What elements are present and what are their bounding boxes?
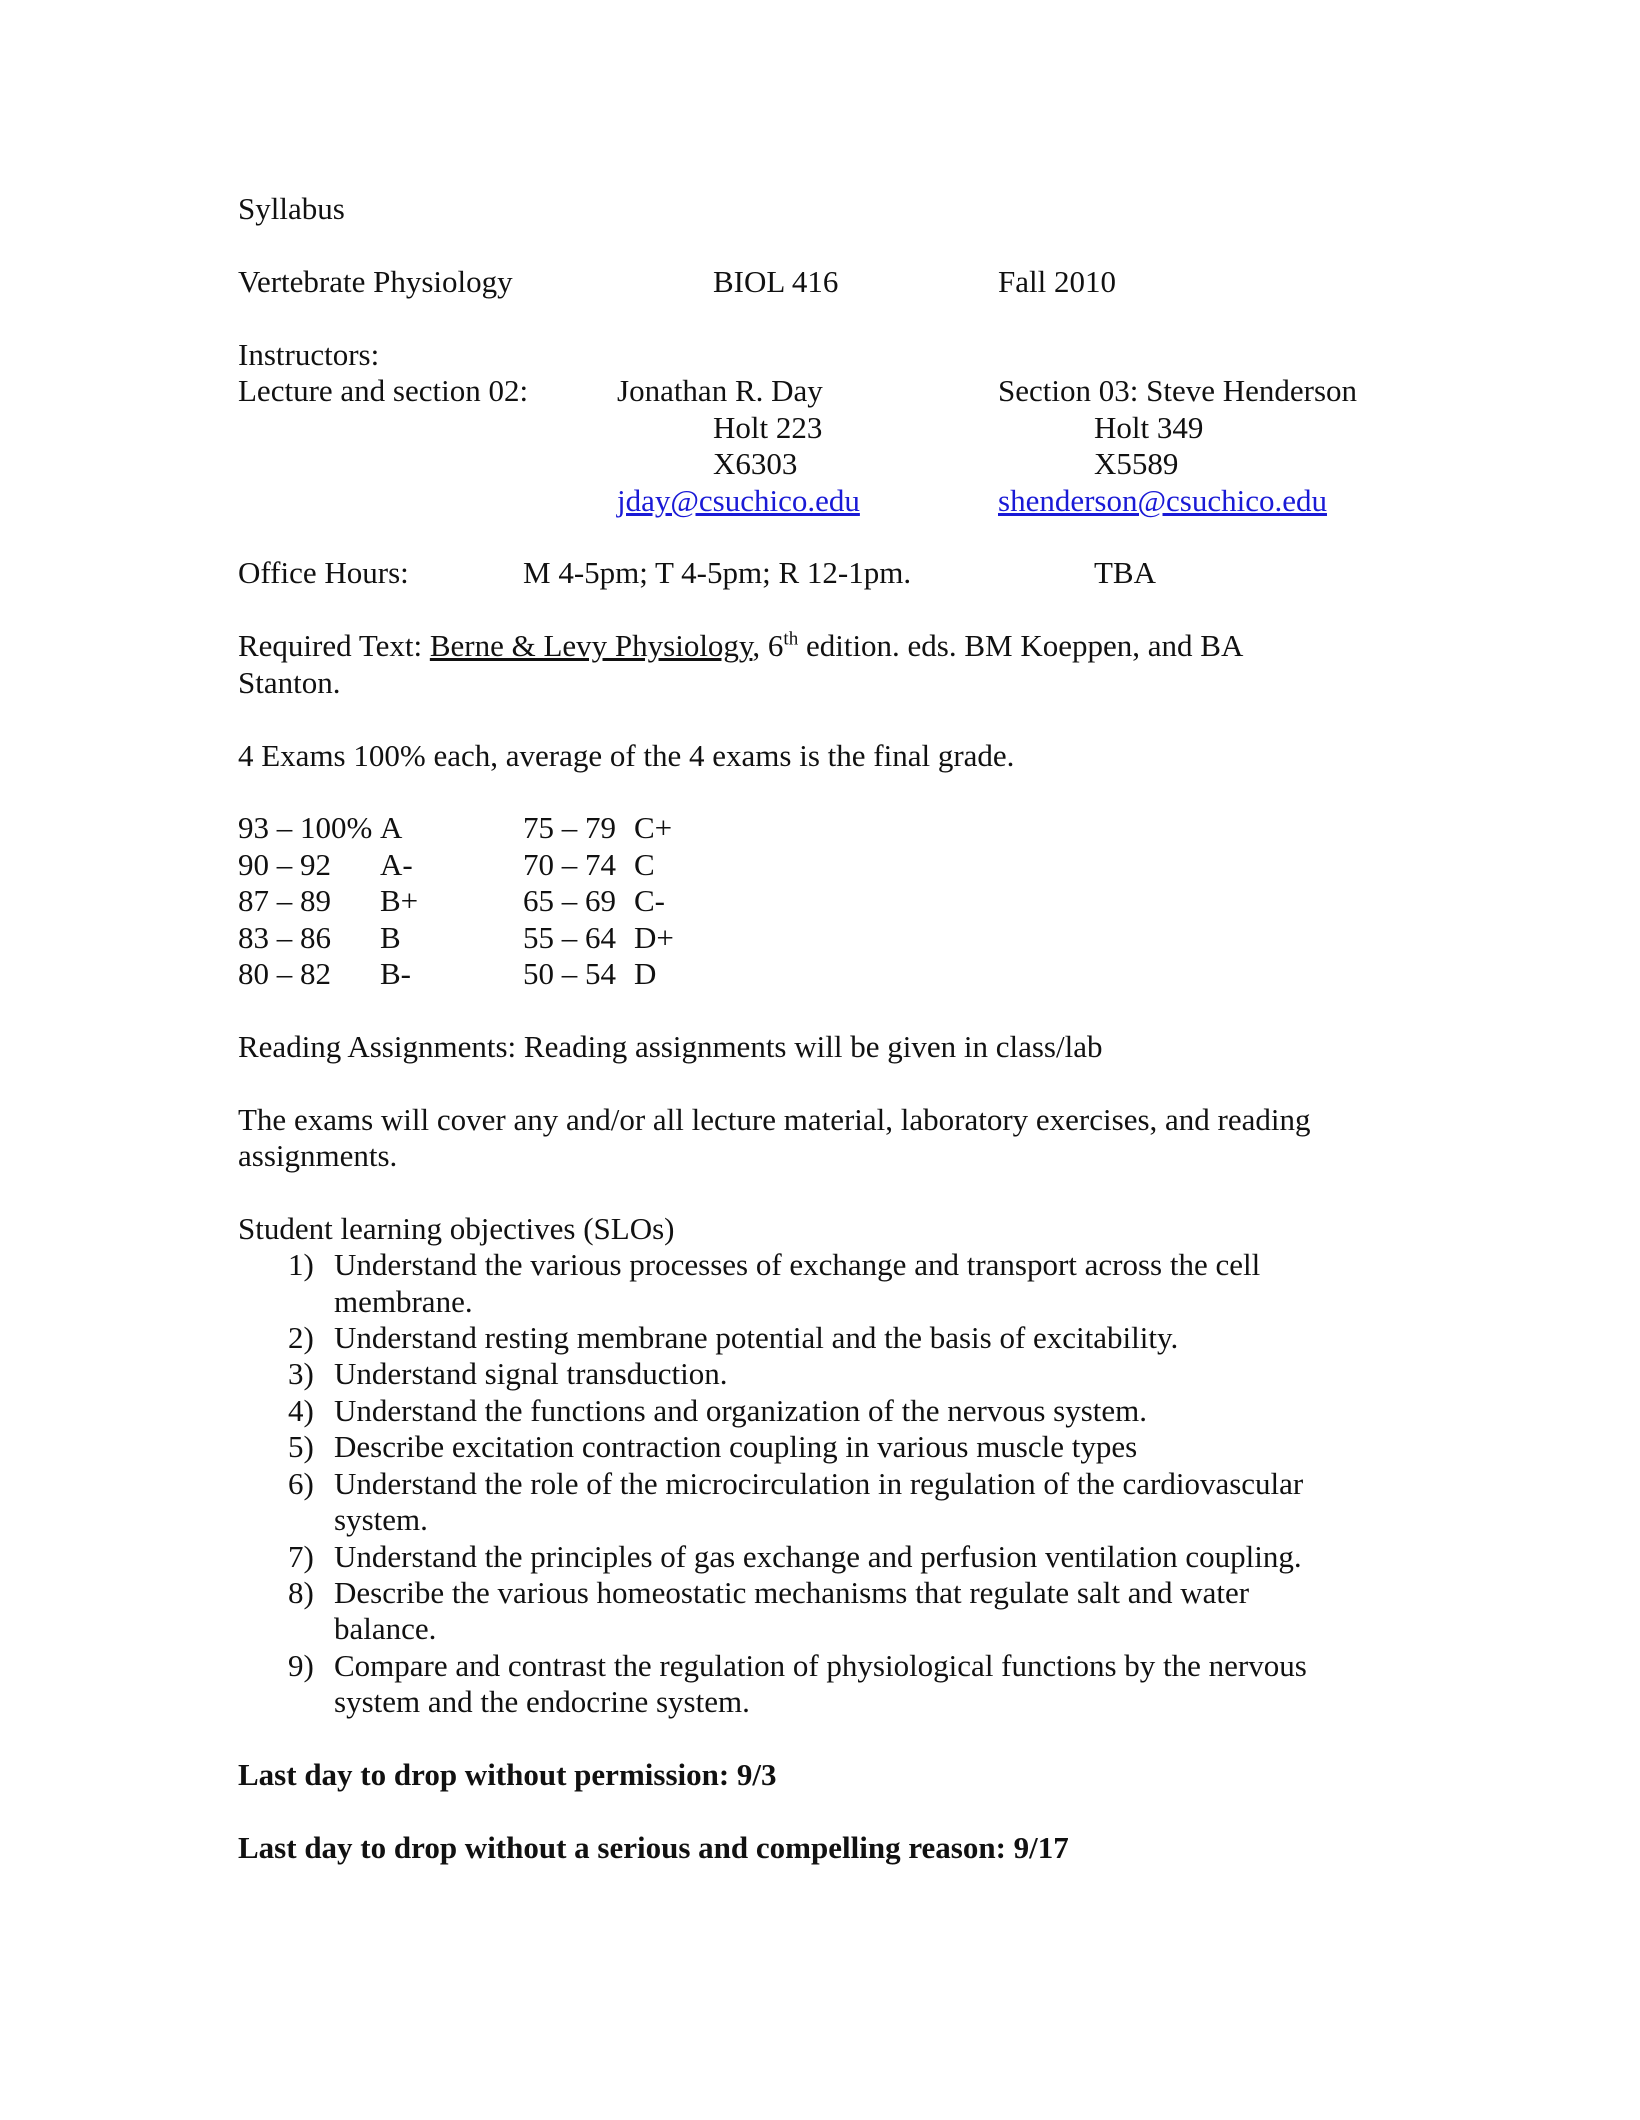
instructors-heading: Instructors: bbox=[238, 337, 380, 372]
office-hours-secondary: TBA bbox=[1094, 555, 1156, 590]
list-item: Compare and contrast the regulation of physiological functions by the nervous bbox=[334, 1648, 1307, 1683]
lecture-label: Lecture and section 02: bbox=[238, 373, 529, 408]
list-item: Understand the functions and organization of the nervous system. bbox=[334, 1393, 1147, 1428]
drop-deadline-serious-reason: Last day to drop without a serious and compelling reason: 9/17 bbox=[238, 1830, 1069, 1865]
grade-range: 80 – 82 bbox=[238, 956, 331, 991]
exam-coverage-line2: assignments. bbox=[238, 1138, 398, 1173]
required-text-line bbox=[238, 627, 1243, 664]
grade-letter: B+ bbox=[380, 883, 419, 918]
grade-letter: C bbox=[634, 847, 655, 882]
list-item: Understand the principles of gas exchange and perfusion ventilation coupling. bbox=[334, 1539, 1302, 1574]
primary-instructor-name: Jonathan R. Day bbox=[617, 373, 823, 408]
required-text-line2: Stanton. bbox=[238, 665, 341, 700]
grade-letter: C- bbox=[634, 883, 665, 918]
drop-deadline-permission: Last day to drop without permission: 9/3 bbox=[238, 1757, 777, 1792]
primary-instructor-phone: X6303 bbox=[713, 446, 798, 481]
list-item-number: 1) bbox=[288, 1247, 314, 1282]
secondary-instructor-email-link[interactable]: shenderson@csuchico.edu bbox=[998, 483, 1327, 518]
course-term: Fall 2010 bbox=[998, 264, 1116, 299]
list-item: Understand the role of the microcirculation in regulation of the cardiovascular bbox=[334, 1466, 1304, 1501]
office-hours-primary: M 4-5pm; T 4-5pm; R 12-1pm. bbox=[523, 555, 912, 590]
grade-letter: A- bbox=[380, 847, 413, 882]
list-item: Describe excitation contraction coupling in various muscle types bbox=[334, 1429, 1138, 1464]
secondary-instructor-office: Holt 349 bbox=[1094, 410, 1204, 445]
list-item-number: 8) bbox=[288, 1575, 314, 1610]
list-item: Understand resting membrane potential and the basis of excitability. bbox=[334, 1320, 1179, 1355]
grade-range: 50 – 54 bbox=[523, 956, 616, 991]
primary-instructor-email-link[interactable]: jday@csuchico.edu bbox=[617, 483, 860, 518]
list-item-number: 3) bbox=[288, 1356, 314, 1391]
grade-letter: B- bbox=[380, 956, 411, 991]
exams-note: 4 Exams 100% each, average of the 4 exams is the final grade. bbox=[238, 738, 1015, 773]
list-item-continuation: balance. bbox=[334, 1611, 437, 1646]
course-code: BIOL 416 bbox=[713, 264, 839, 299]
required-text-sup: th bbox=[783, 628, 799, 650]
grade-letter: A bbox=[380, 810, 403, 845]
list-item-continuation: system. bbox=[334, 1502, 428, 1537]
list-item-continuation: system and the endocrine system. bbox=[334, 1684, 750, 1719]
secondary-instructor-name: Section 03: Steve Henderson bbox=[998, 373, 1358, 408]
office-hours-label: Office Hours: bbox=[238, 555, 409, 590]
list-item: Describe the various homeostatic mechanisms that regulate salt and water bbox=[334, 1575, 1250, 1610]
list-item-number: 6) bbox=[288, 1466, 314, 1501]
list-item: Understand the various processes of exchange and transport across the cell bbox=[334, 1247, 1261, 1282]
grade-letter: D+ bbox=[634, 920, 674, 955]
list-item: Understand signal transduction. bbox=[334, 1356, 728, 1391]
reading-assignments: Reading Assignments: Reading assignments will be given in class/lab bbox=[238, 1029, 1103, 1064]
grade-range: 93 – 100% bbox=[238, 810, 373, 845]
grade-range: 90 – 92 bbox=[238, 847, 331, 882]
list-item-continuation: membrane. bbox=[334, 1284, 473, 1319]
slo-heading: Student learning objectives (SLOs) bbox=[238, 1211, 675, 1246]
page-title: Syllabus bbox=[238, 191, 345, 226]
grade-range: 65 – 69 bbox=[523, 883, 616, 918]
required-text-label: Required Text: bbox=[238, 628, 430, 663]
required-text-book: Berne & Levy Physiology bbox=[429, 628, 753, 663]
primary-instructor-office: Holt 223 bbox=[713, 410, 823, 445]
list-item-number: 9) bbox=[288, 1648, 314, 1683]
grade-range: 75 – 79 bbox=[523, 810, 616, 845]
secondary-instructor-phone: X5589 bbox=[1094, 446, 1179, 481]
grade-range: 70 – 74 bbox=[523, 847, 616, 882]
required-text-rest: edition. eds. BM Koeppen, and BA bbox=[798, 628, 1244, 663]
list-item-number: 2) bbox=[288, 1320, 314, 1355]
list-item-number: 7) bbox=[288, 1539, 314, 1574]
exam-coverage-line1: The exams will cover any and/or all lecture material, laboratory exercises, and reading bbox=[238, 1102, 1311, 1137]
grade-range: 55 – 64 bbox=[523, 920, 616, 955]
list-item-number: 5) bbox=[288, 1429, 314, 1464]
grade-letter: D bbox=[634, 956, 657, 991]
list-item-number: 4) bbox=[288, 1393, 314, 1428]
grade-range: 83 – 86 bbox=[238, 920, 331, 955]
grade-letter: C+ bbox=[634, 810, 673, 845]
grade-range: 87 – 89 bbox=[238, 883, 331, 918]
required-text-edition: , 6 bbox=[752, 628, 784, 663]
grade-letter: B bbox=[380, 920, 401, 955]
course-name: Vertebrate Physiology bbox=[238, 264, 513, 299]
